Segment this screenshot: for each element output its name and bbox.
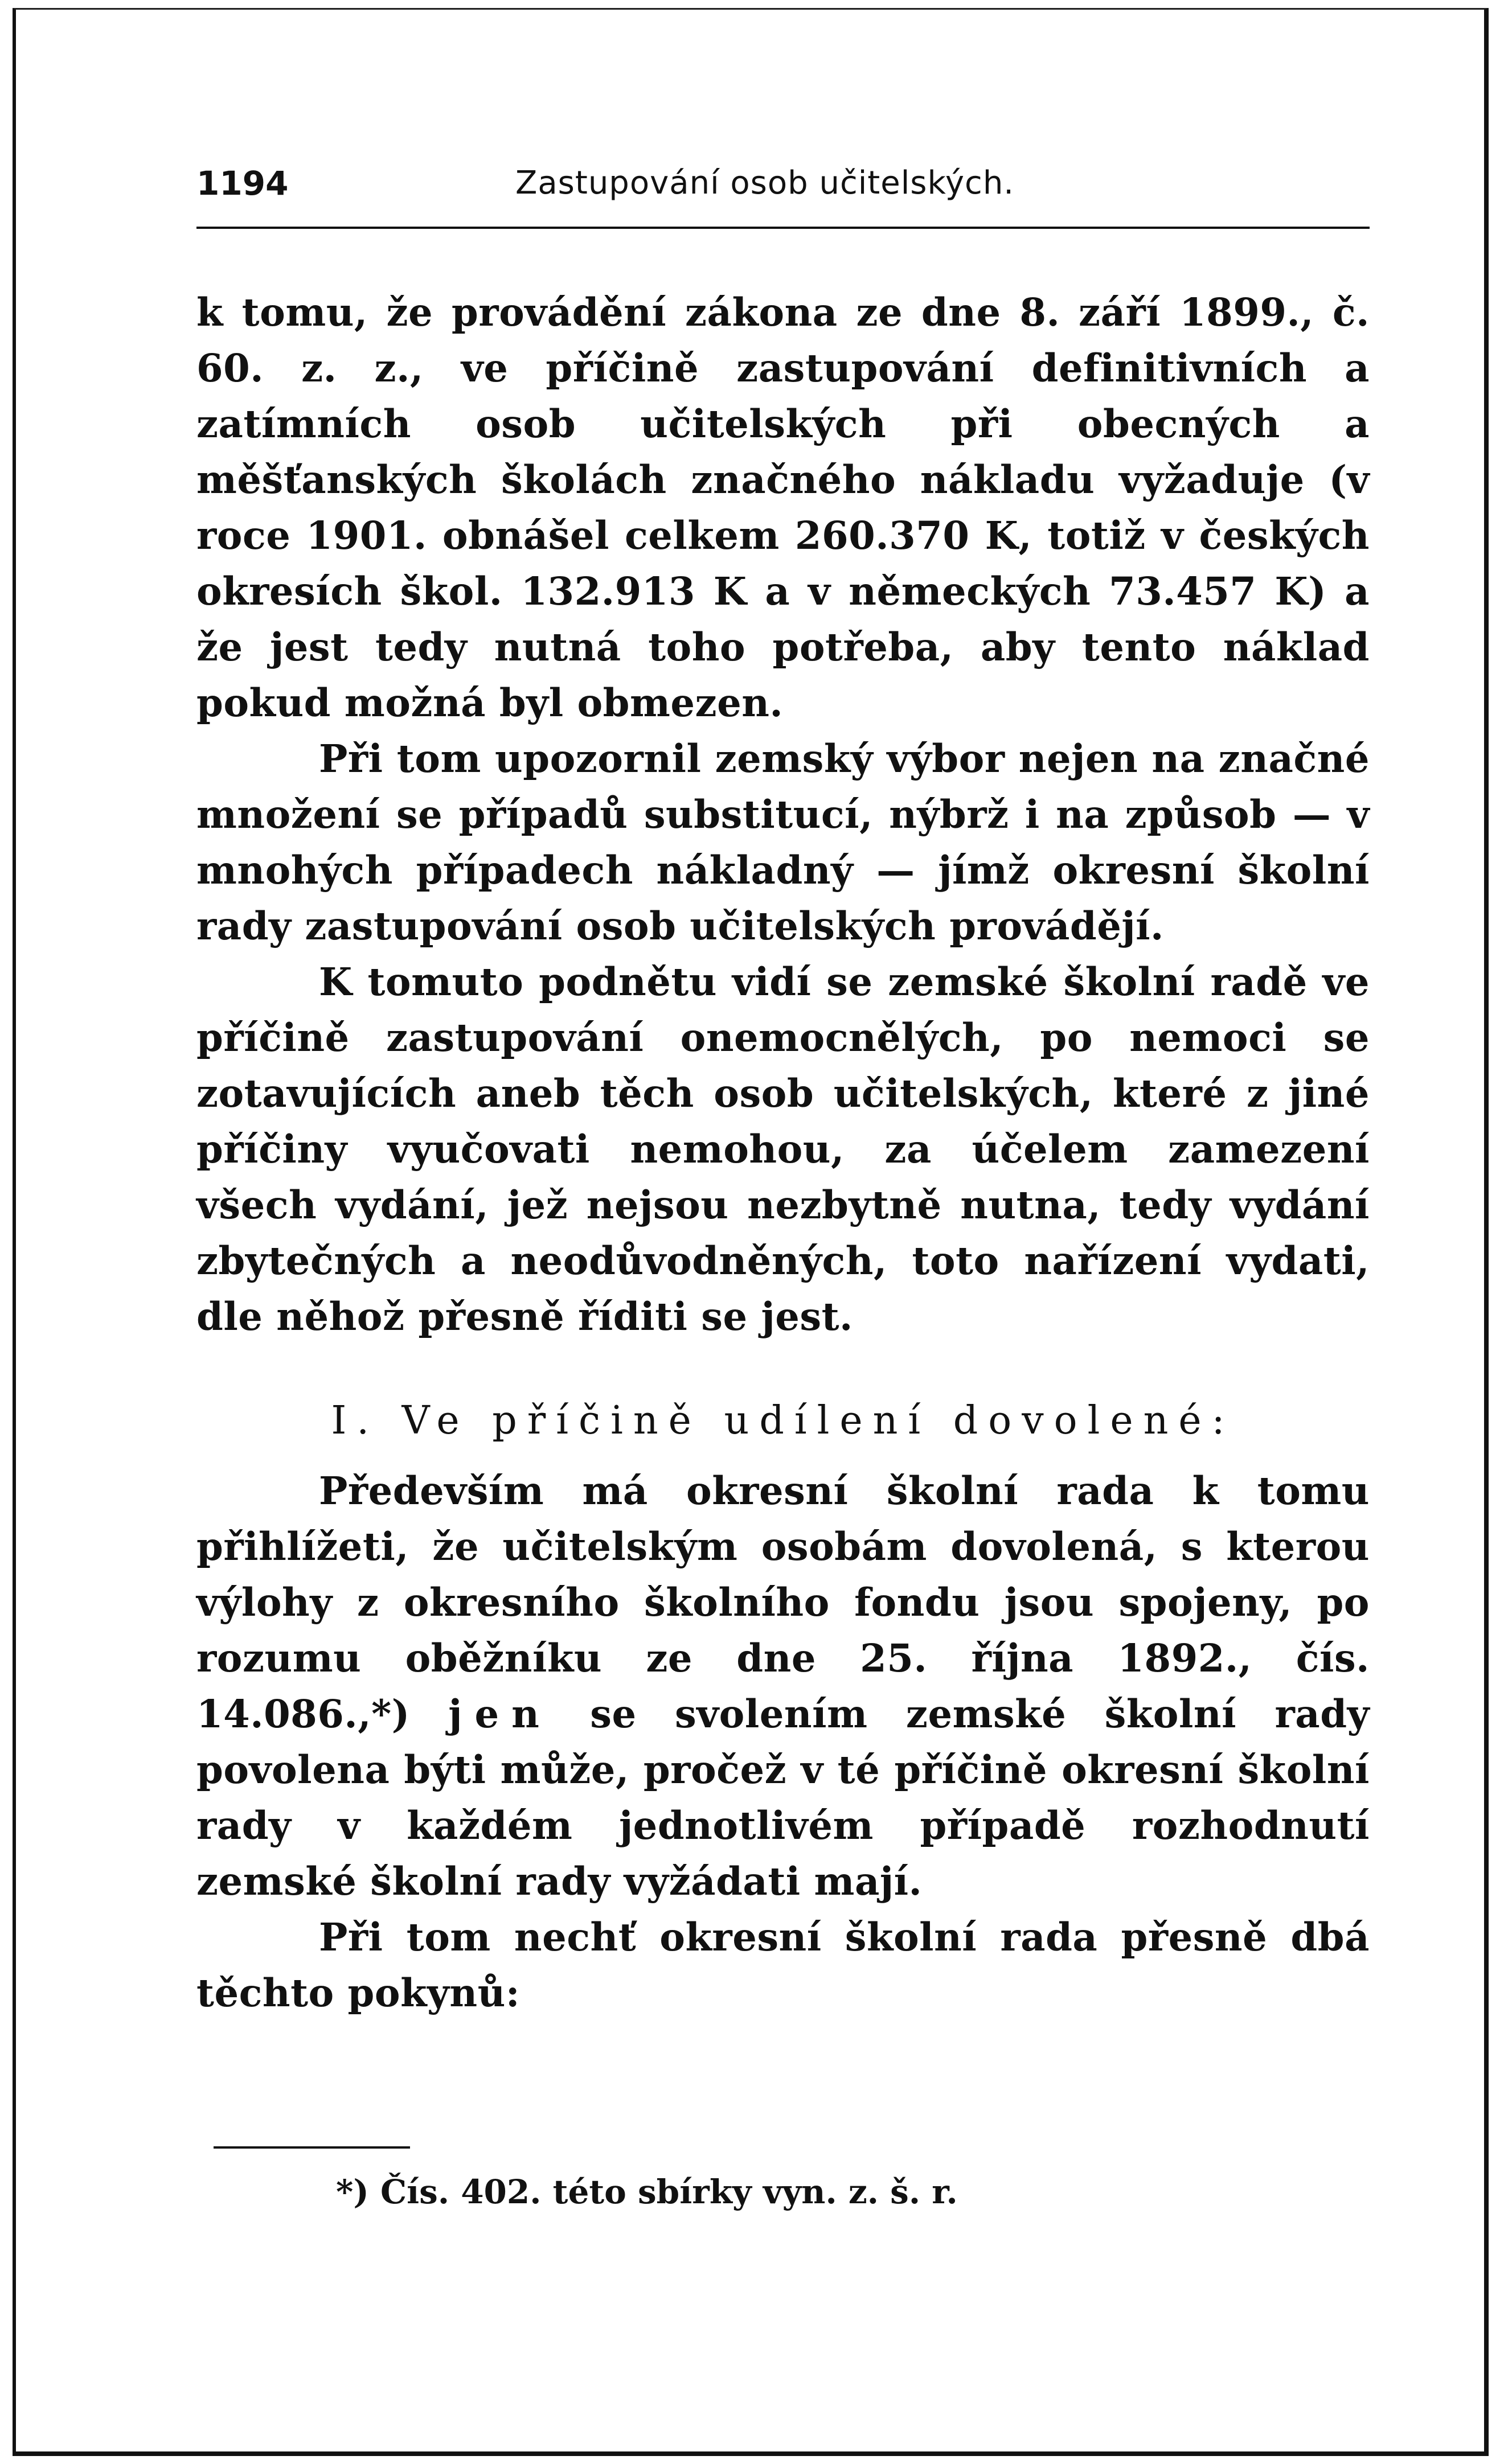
section-paragraph-1 xyxy=(196,1463,1370,1909)
section-paragraph-1-end: se svolením zemské školní rady povolena býti může, pročež v té příčině okresní školní rady v každém jednotlivém případě rozhodnutí zemské školní rady vyžádati mají. xyxy=(196,1691,1370,1904)
section-paragraph-2: Při tom nechť okresní školní rada přesně dbá těchto pokynů: xyxy=(196,1915,1370,2015)
section-paragraph-1-start: Především má okresní školní rada k tomu přihlížeti, že učitelským osobám dovolená, s kterou výlohy z okresního školního fondu jsou spojeny, po rozumu oběžníku ze dne 25. října 1892., čís. 14.086.,*) xyxy=(196,1468,1370,1736)
running-head xyxy=(196,149,1370,217)
emphasis-jen: jen xyxy=(448,1691,552,1736)
footnote: *) Čís. 402. této sbírky vyn. z. š. r. xyxy=(336,2173,958,2211)
paragraph-3: K tomuto podnětu vidí se zemské školní radě ve příčině zastupování onemocnělých, po nemoci se zotavujících aneb těch osob učitelských, které z jiné příčiny vyučovati nemohou, za účelem zamezení všech vydání, jež nejsou nezbytně nutna, tedy vydání zbytečných a neodůvodněných, toto nařízení vydati, dle něhož přesně říditi se jest. xyxy=(196,959,1370,1339)
page-number: 1194 xyxy=(196,164,289,203)
section-heading: I. Ve příčině udílení dovolené: xyxy=(331,1398,1235,1443)
paragraph-1: k tomu, že provádění zákona ze dne 8. září 1899., č. 60. z. z., ve příčině zastupování definitivních a zatímních osob učitelských při obecných a měšťanských školách značného nákladu vyžaduje (v roce 1901. obnášel celkem 260.370 K, totiž v českých okresích škol. 132.913 K a v německých 73.457 K) a že jest tedy nutná toho potřeba, aby tento náklad pokud možná byl obmezen. xyxy=(196,290,1370,725)
body-text xyxy=(196,285,1370,2021)
footnote-rule xyxy=(214,2146,410,2149)
header-rule xyxy=(196,227,1370,229)
running-title: Zastupování osob učitelských. xyxy=(515,165,1015,202)
paragraph-2: Při tom upozornil zemský výbor nejen na značné množení se případů substitucí, nýbrž i na způsob — v mnohých případech nákladný — jímž okresní školní rady zastupování osob učitelských provádějí. xyxy=(196,736,1370,948)
